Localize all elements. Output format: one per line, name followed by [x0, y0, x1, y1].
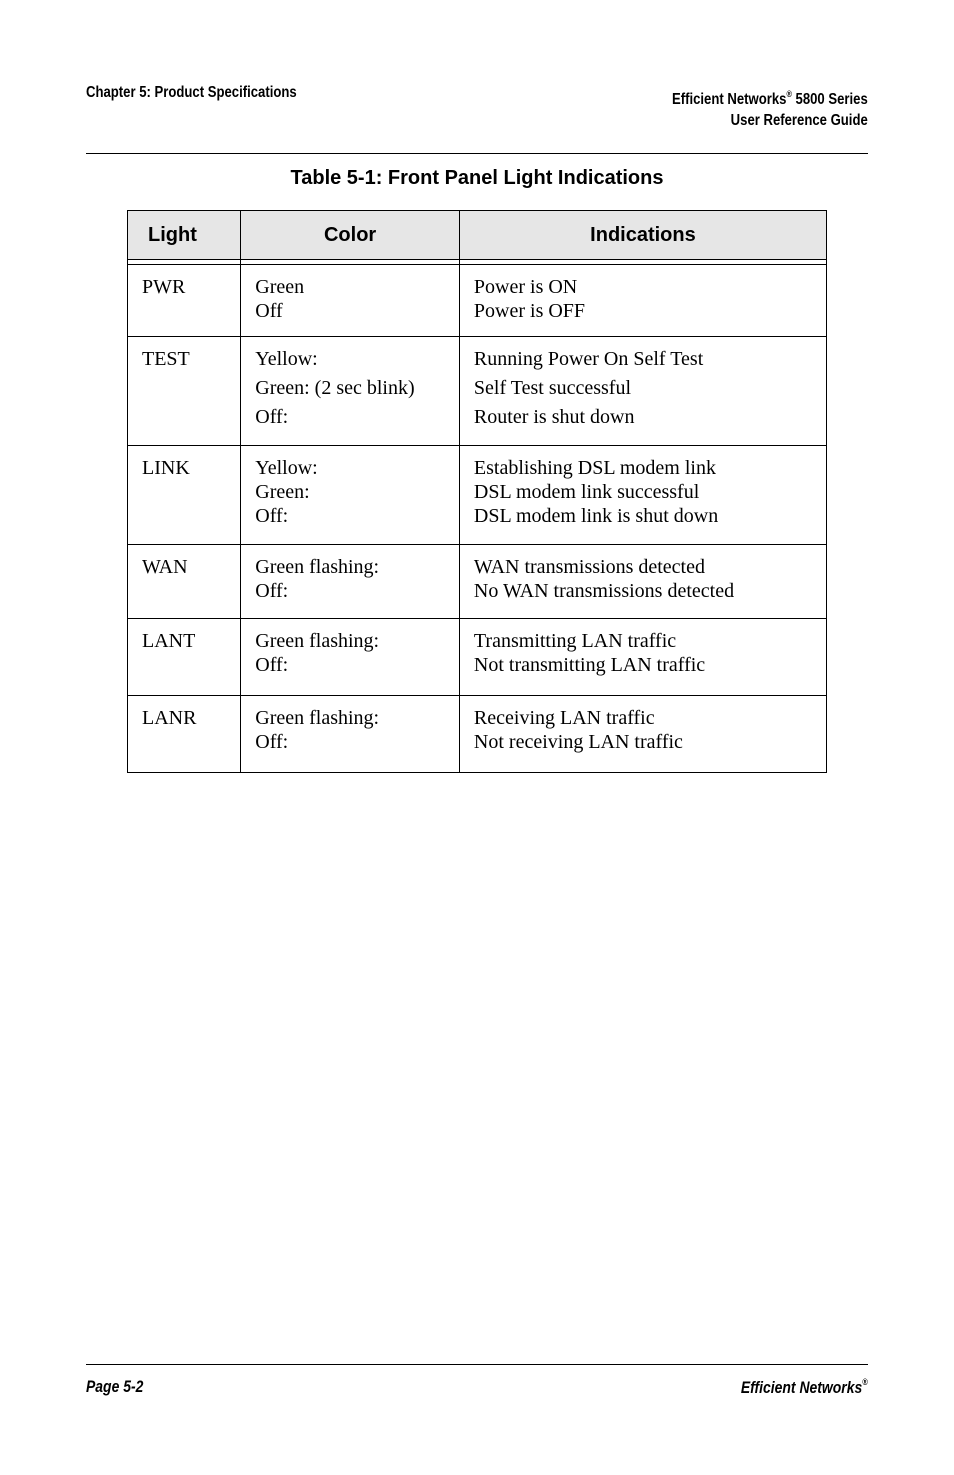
header-series: 5800 Series [792, 91, 868, 108]
cell-color [241, 265, 460, 337]
cell-indications [459, 446, 826, 545]
cell-indications [459, 545, 826, 619]
front-panel-lights-table [127, 210, 827, 773]
cell-light [128, 696, 241, 773]
column-header-color: Color [241, 211, 460, 260]
indication-text: Router is shut down [473, 406, 635, 428]
color-state: Yellow: [255, 348, 318, 370]
indication-text: Power is OFF [473, 300, 586, 322]
table-row [128, 265, 827, 337]
header-chapter: Chapter 5: Product Specifications [86, 84, 297, 101]
table-row [128, 545, 827, 619]
cell-light [128, 265, 241, 337]
header-guide: User Reference Guide [730, 112, 868, 129]
header-brand: Efficient Networks [672, 91, 787, 108]
column-header-light: Light [128, 211, 241, 260]
footer-brand [741, 1377, 868, 1398]
indication-text: Transmitting LAN traffic [473, 630, 677, 652]
color-state: Off: [255, 654, 289, 676]
color-state: Yellow: [255, 457, 318, 479]
indication-text: Self Test successful [473, 377, 632, 399]
footer-registered-mark: ® [862, 1377, 868, 1387]
indication-text: DSL modem link is shut down [473, 505, 719, 527]
registered-mark: ® [786, 89, 793, 99]
column-header-indications: Indications [459, 211, 826, 260]
table-body [128, 260, 827, 773]
indication-text: Establishing DSL modem link [473, 457, 716, 479]
header-divider [86, 153, 868, 154]
light-name: WAN [142, 556, 188, 578]
table-row [128, 446, 827, 545]
indication-text: Not transmitting LAN traffic [473, 654, 706, 676]
indication-text: Receiving LAN traffic [473, 707, 655, 729]
color-state: Off: [255, 406, 289, 428]
footer-page-number: Page 5-2 [86, 1377, 144, 1396]
indication-text: Not receiving LAN traffic [473, 731, 683, 753]
cell-color [241, 696, 460, 773]
cell-light [128, 446, 241, 545]
color-state: Green flashing: [255, 556, 380, 578]
indication-text: Power is ON [473, 276, 578, 298]
table-row [128, 696, 827, 773]
color-state: Green flashing: [255, 707, 380, 729]
color-state: Off: [255, 580, 289, 602]
table-header-row [128, 211, 827, 260]
indication-text: No WAN transmissions detected [473, 580, 735, 602]
light-name: LINK [142, 457, 190, 479]
color-state: Off: [255, 505, 289, 527]
color-state: Green flashing: [255, 630, 380, 652]
table-title: Table 5-1: Front Panel Light Indications [290, 167, 664, 189]
light-name: TEST [142, 348, 190, 370]
footer-brand-name: Efficient Networks [741, 1378, 863, 1397]
cell-color [241, 446, 460, 545]
color-state: Green: (2 sec blink) [255, 377, 415, 399]
indication-text: WAN transmissions detected [473, 556, 705, 578]
color-state: Off [255, 300, 283, 322]
color-state: Green: [255, 481, 310, 503]
color-state: Off: [255, 731, 289, 753]
cell-light [128, 619, 241, 696]
cell-color [241, 619, 460, 696]
footer-divider [86, 1364, 868, 1365]
cell-indications [459, 619, 826, 696]
color-state: Green [255, 276, 305, 298]
cell-indications [459, 337, 826, 446]
cell-light [128, 545, 241, 619]
light-name: LANT [142, 630, 196, 652]
cell-indications [459, 696, 826, 773]
cell-indications [459, 265, 826, 337]
table-row [128, 619, 827, 696]
light-name: LANR [142, 707, 197, 729]
indication-text: Running Power On Self Test [473, 348, 704, 370]
indication-text: DSL modem link successful [473, 481, 700, 503]
cell-color [241, 545, 460, 619]
light-name: PWR [142, 276, 186, 298]
table-row [128, 337, 827, 446]
header-title [672, 84, 868, 131]
cell-light [128, 337, 241, 446]
cell-color [241, 337, 460, 446]
